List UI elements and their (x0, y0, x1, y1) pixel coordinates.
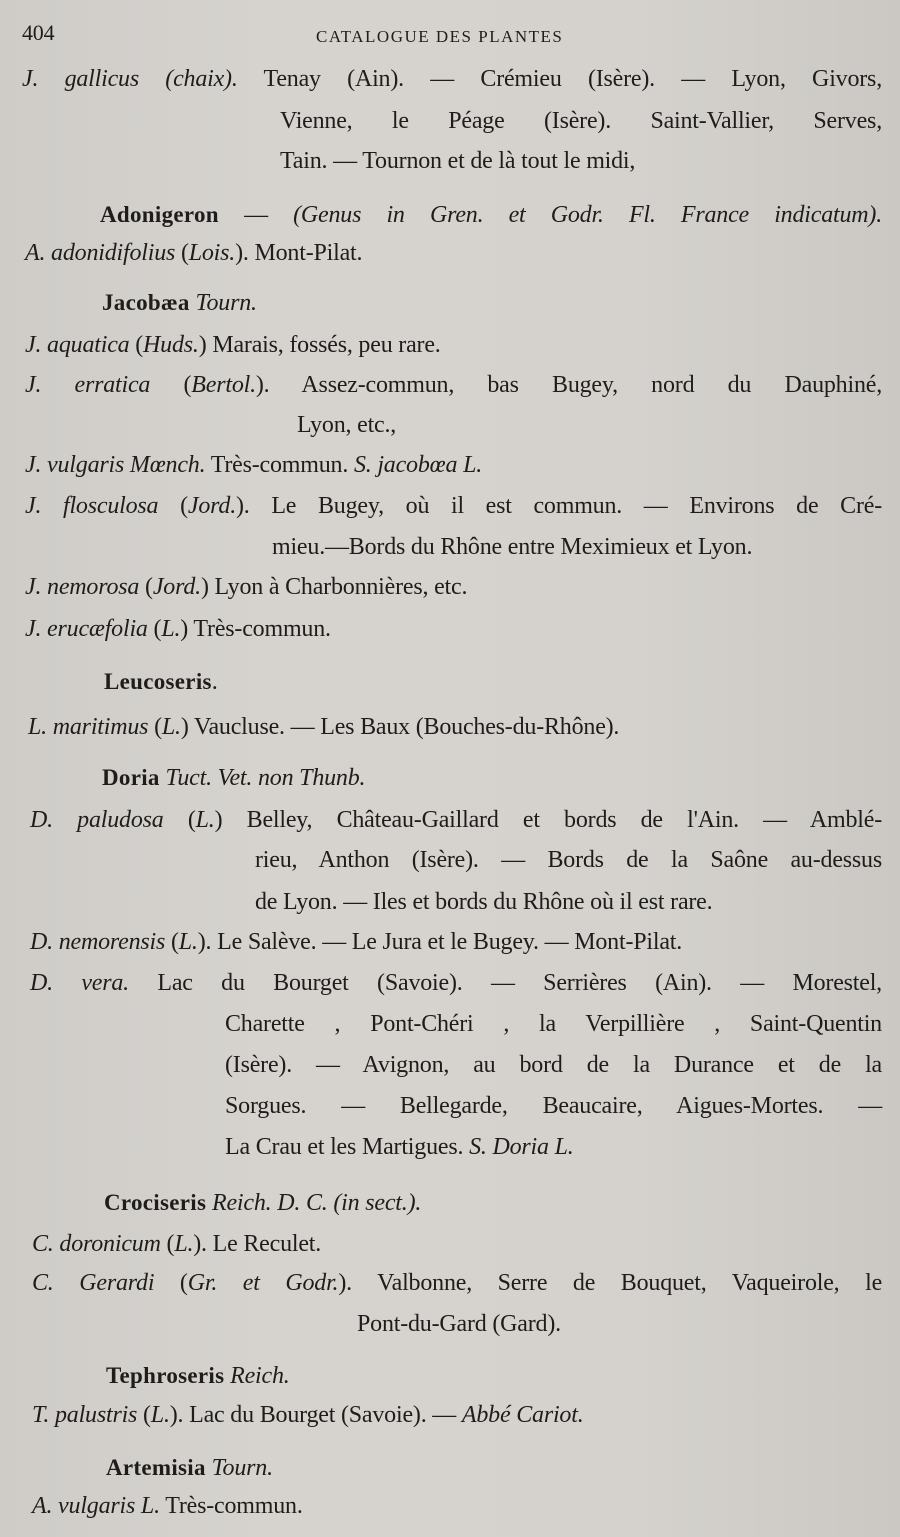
text-line (25, 238, 362, 268)
text-segment: ( (158, 493, 188, 519)
text-segment: Pont-du-Gard (Gard). (357, 1311, 561, 1337)
species-name: D. vera. (30, 970, 129, 996)
text-line (255, 887, 712, 917)
text-segment: ( (129, 332, 144, 358)
text-segment: . (211, 669, 218, 695)
species-name: Gr. et Godr. (187, 1270, 339, 1296)
text-line (225, 1050, 882, 1080)
species-name: Bertol. (191, 372, 256, 398)
genus-heading: Leucoseris (104, 669, 212, 694)
text-segment: ( (139, 574, 153, 600)
species-name: Huds. (143, 332, 199, 358)
genus-heading: Adonigeron (100, 202, 219, 227)
species-name: Tuct. Vet. non Thunb. (159, 765, 366, 791)
text-line (100, 200, 882, 230)
text-line (225, 1091, 882, 1121)
species-name: Lois. (188, 240, 236, 266)
species-name: L. (161, 616, 181, 642)
text-segment: Lyon, etc., (297, 412, 397, 438)
text-segment: Très-commun. (205, 452, 354, 478)
genus-heading: Doria (102, 765, 160, 790)
text-segment: ) Lyon à Charbonnières, etc. (200, 574, 468, 600)
text-segment: ( (148, 714, 162, 740)
text-segment: ( (147, 616, 162, 642)
text-segment: ). Le Salève. — Le Jura et le Bugey. — Mont-Pilat. (197, 929, 683, 955)
text-line (22, 64, 882, 94)
text-line (272, 532, 752, 562)
species-name: T. palustris (32, 1402, 138, 1428)
species-name: J. nemorosa (25, 574, 140, 600)
genus-heading: Tephroseris (106, 1363, 225, 1388)
text-segment: ). Le Bugey, où il est commun. — Environs de Cré- (236, 493, 883, 519)
text-segment: ( (137, 1402, 151, 1428)
text-line (30, 805, 882, 835)
species-name: J. erucæfolia (25, 616, 148, 642)
text-segment: ). Valbonne, Serre de Bouquet, Vaqueirole, le (338, 1270, 883, 1296)
species-name: D. paludosa (30, 807, 164, 833)
text-segment: ). Mont-Pilat. (235, 240, 363, 266)
text-segment: ). Le Reculet. (193, 1231, 322, 1257)
species-name: J. aquatica (25, 332, 130, 358)
text-line (297, 410, 396, 440)
text-line (225, 1009, 882, 1039)
text-segment: rieu, Anthon (Isère). — Bords de la Saône au-dessus (255, 847, 882, 873)
text-segment: mieu.—Bords du Rhône entre Meximieux et Lyon. (272, 534, 753, 560)
species-name: L. (150, 1402, 170, 1428)
text-line (102, 288, 257, 318)
text-segment: ). Lac du Bourget (Savoie). — (169, 1402, 462, 1428)
text-line (225, 1132, 574, 1162)
species-name: S. jacobœa L. (353, 452, 483, 478)
species-name: Reich. (224, 1363, 290, 1389)
text-line (104, 667, 218, 697)
text-segment: ( (150, 372, 192, 398)
text-segment: Vienne, le Péage (Isère). Saint-Vallier, Serves, (280, 108, 882, 134)
text-segment: de Lyon. — Iles et bords du Rhône où il est rare. (255, 889, 713, 915)
text-line (25, 572, 467, 602)
text-line (32, 1268, 882, 1298)
species-name: Jord. (187, 493, 236, 519)
text-line (25, 450, 482, 480)
text-segment: Charette , Pont-Chéri , la Verpillière , Saint-Quentin (225, 1011, 882, 1037)
text-line (255, 845, 882, 875)
species-name: S. Doria L. (469, 1134, 574, 1160)
species-name: Jord. (152, 574, 201, 600)
running-title: CATALOGUE DES PLANTES (316, 27, 564, 46)
text-segment: ) Belley, Château-Gaillard et bords de l'Ain. — Amblé- (214, 807, 883, 833)
text-segment: La Crau et les Martigues. (225, 1134, 470, 1160)
text-segment: ( (154, 1270, 188, 1296)
species-name: L. (161, 714, 181, 740)
text-line (25, 491, 882, 521)
text-segment: ) Vaucluse. — Les Baux (Bouches-du-Rhône). (180, 714, 620, 740)
species-name: L. (174, 1231, 194, 1257)
text-segment: ). Assez-commun, bas Bugey, nord du Dauphiné, (255, 372, 883, 398)
text-segment: ) Très-commun. (180, 616, 331, 642)
text-segment: Tain. — Tournon et de là tout le midi, (280, 148, 636, 174)
text-line (30, 968, 882, 998)
species-name: C. Gerardi (32, 1270, 155, 1296)
text-segment: ) Marais, fossés, peu rare. (198, 332, 441, 358)
text-segment: ( (160, 1231, 175, 1257)
species-name: A. adonidifolius (25, 240, 176, 266)
genus-heading: Crociseris (104, 1190, 207, 1215)
text-segment: ( (165, 929, 179, 955)
text-line (102, 763, 365, 793)
species-name: L. (178, 929, 198, 955)
species-name: Tourn. (189, 290, 257, 316)
species-name: J. flosculosa (25, 493, 159, 519)
text-line (28, 712, 619, 742)
text-segment: Lac du Bourget (Savoie). — Serrières (Ain). — Morestel, (128, 970, 882, 996)
text-segment: ( (175, 240, 189, 266)
text-line (32, 1400, 584, 1430)
species-name: (Genus in Gren. et Godr. Fl. France indicatum). (293, 202, 882, 228)
text-line (25, 370, 882, 400)
text-line (32, 1229, 321, 1259)
species-name: A. vulgaris L. (32, 1493, 160, 1519)
text-line (25, 330, 441, 360)
text-segment: ( (163, 807, 196, 833)
species-name: J. vulgaris Mœnch. (25, 452, 206, 478)
text-line (280, 106, 882, 136)
genus-heading: Jacobæa (102, 290, 190, 315)
text-line (104, 1188, 421, 1218)
text-line (106, 1361, 290, 1391)
species-name: Abbé Cariot. (461, 1402, 584, 1428)
species-name: C. doronicum (32, 1231, 161, 1257)
species-name: L. maritimus (28, 714, 149, 740)
species-name: D. nemorensis (30, 929, 166, 955)
text-line (32, 1491, 303, 1521)
species-name: L. (195, 807, 215, 833)
text-segment: Sorgues. — Bellegarde, Beaucaire, Aigues-Mortes. — (225, 1093, 882, 1119)
text-segment: — (218, 202, 294, 228)
text-line (25, 614, 331, 644)
text-line (30, 927, 682, 957)
text-segment: Tenay (Ain). — Crémieu (Isère). — Lyon, Givors, (237, 66, 882, 92)
genus-heading: Artemisia (106, 1455, 206, 1480)
species-name: Reich. D. C. (in sect.). (206, 1190, 422, 1216)
text-line (106, 1453, 273, 1483)
species-name: J. erratica (25, 372, 151, 398)
text-line (357, 1309, 561, 1339)
text-segment: (Isère). — Avignon, au bord de la Durance et de la (225, 1052, 882, 1078)
text-segment: Très-commun. (159, 1493, 303, 1519)
text-line (280, 146, 635, 176)
species-name: Tourn. (205, 1455, 273, 1481)
species-name: J. gallicus (chaix). (22, 66, 238, 92)
page-number: 404 (22, 20, 55, 45)
